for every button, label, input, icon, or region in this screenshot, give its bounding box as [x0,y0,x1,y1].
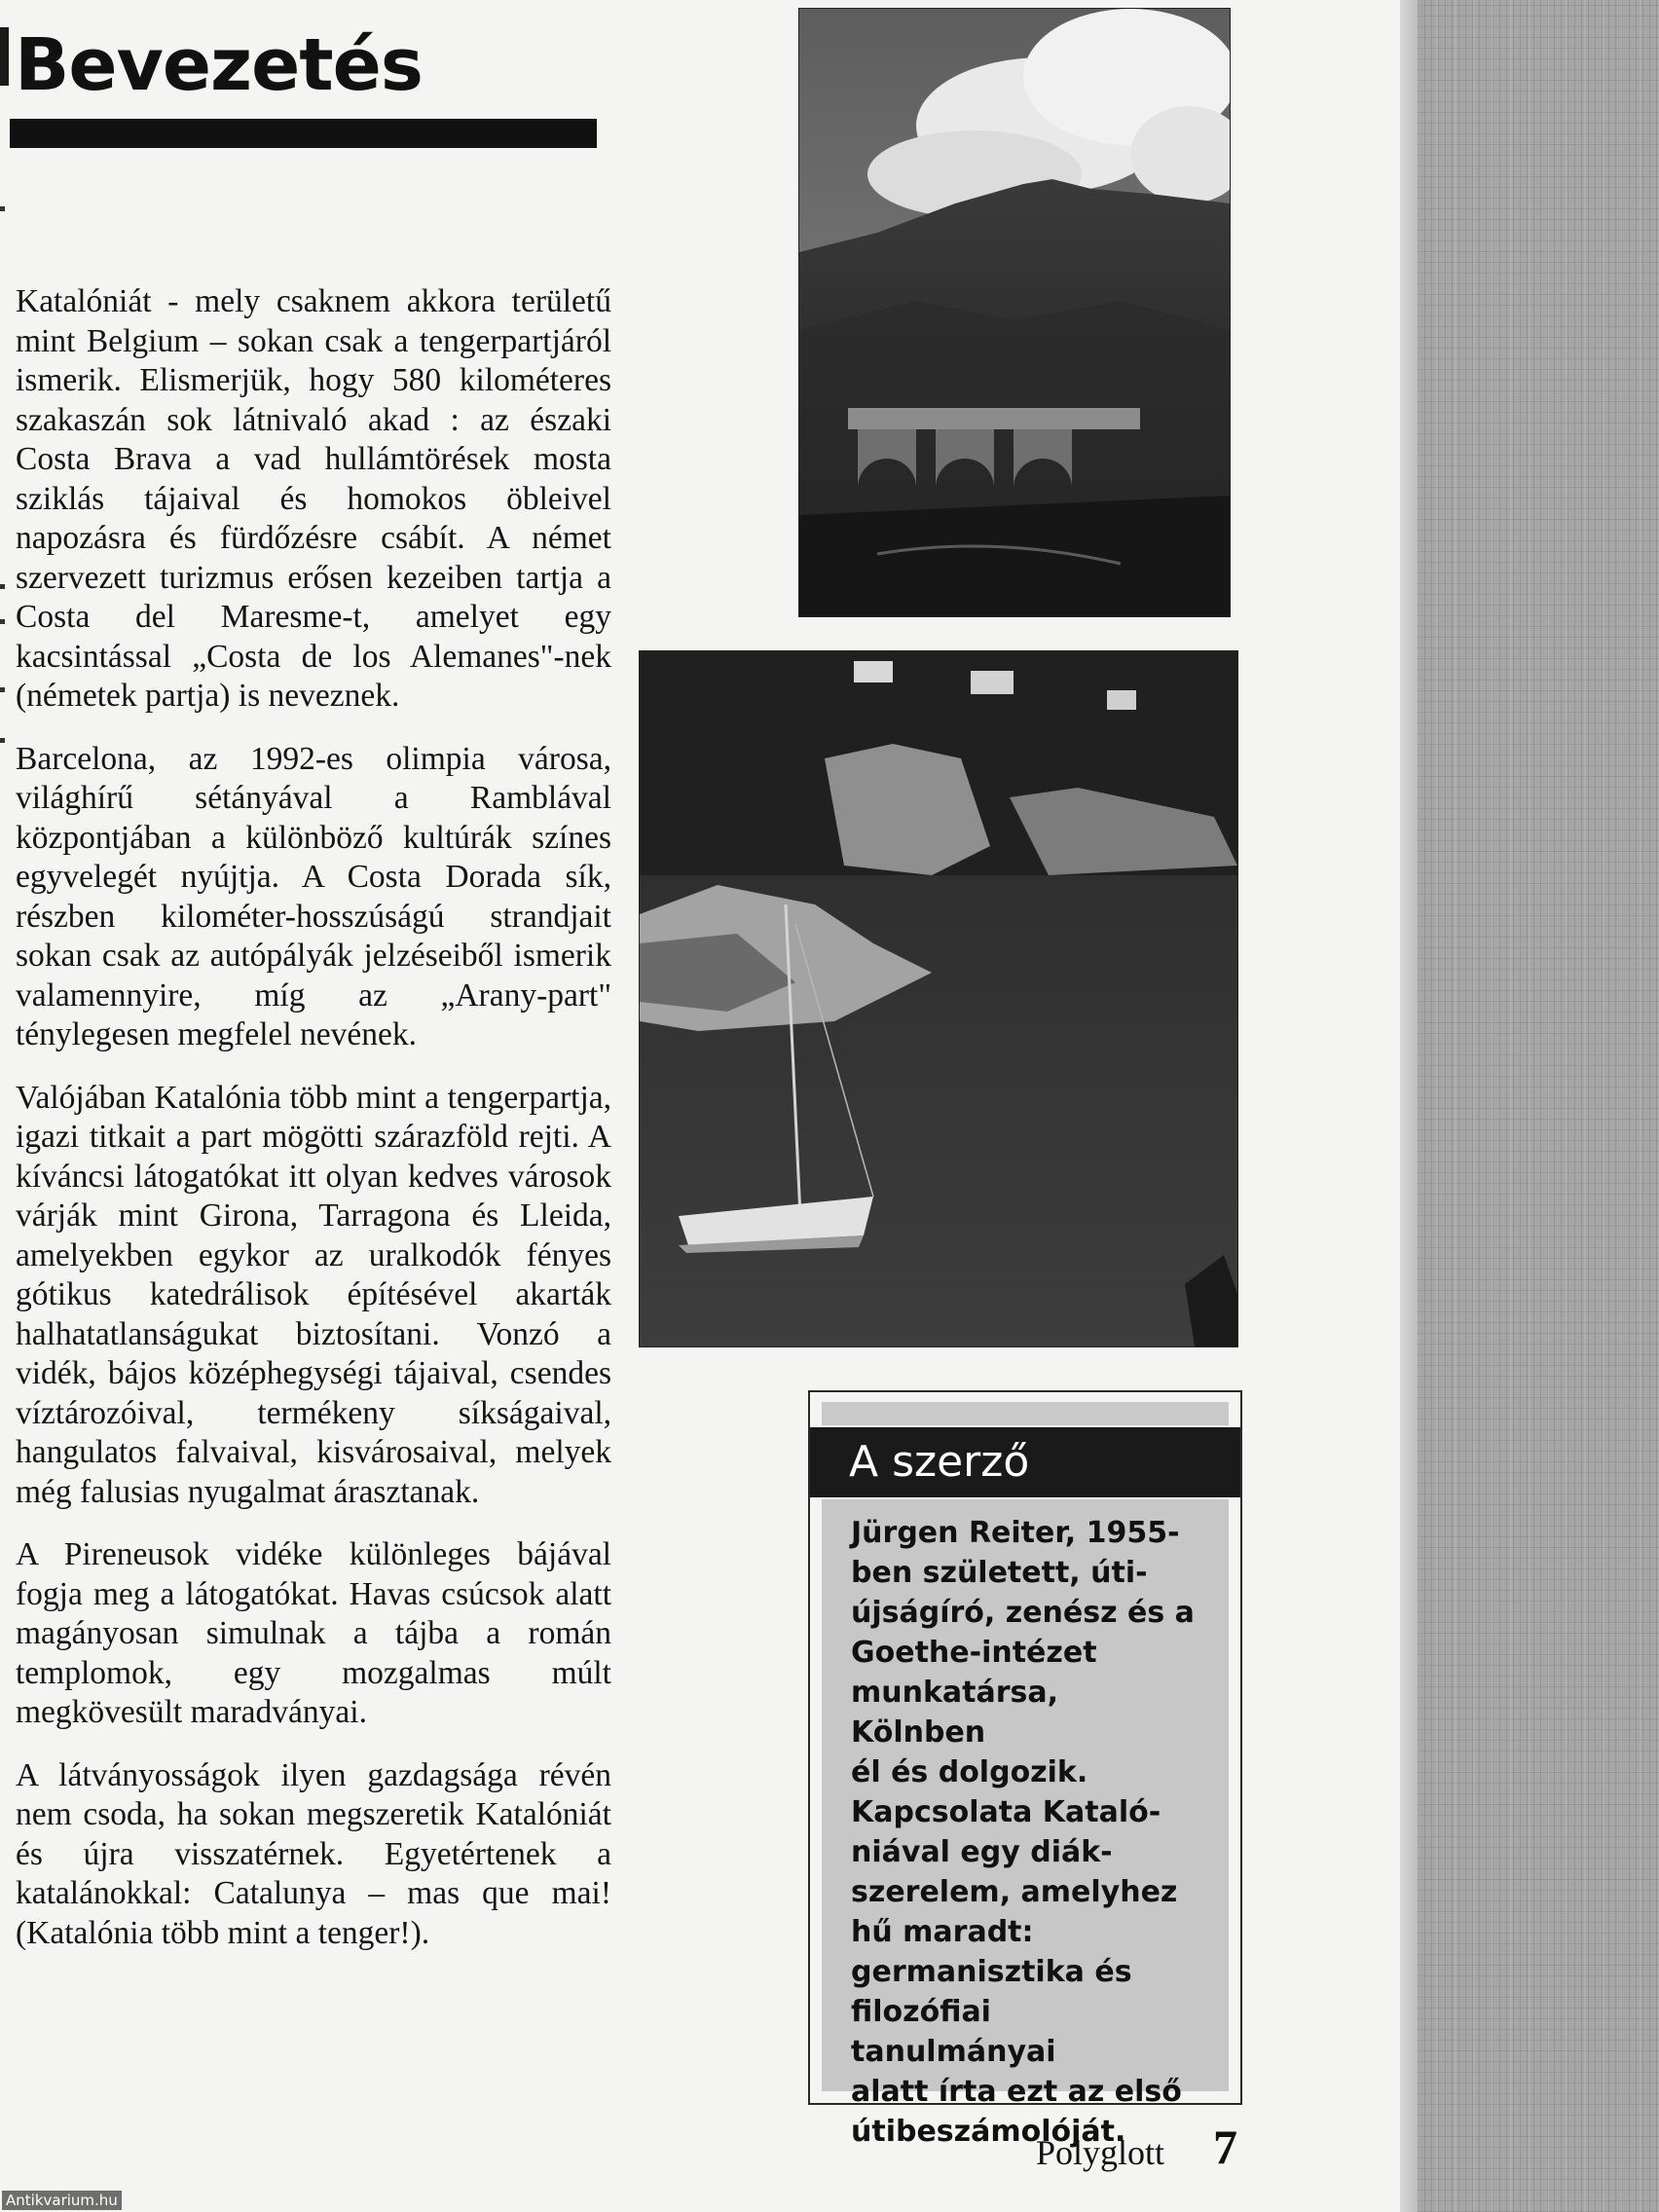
article-body [16,282,611,1976]
author-box-top-strip [822,1402,1229,1425]
margin-mark [0,206,5,211]
title-underline-bar [10,119,597,148]
article-paragraph: Valójában Katalónia több mint a tengerpartja, igazi titkait a part mögötti szárazföld rejti. A kíváncsi látogatókat itt olyan kedves városok várják mint Girona, Tarragona és Lleida, amelyekben egykor az uralkodók fényes gótikus katedrálisok építésével akarták halhatatlanságukat biztosítani. Vonzó a vidék, bájos középhegységi tájaival, csendes víztározóival, termékeny síkságaival, hangulatos falvaival, kisvárosaival, melyek még falusias nyugalmat árasztanak. [16,1079,611,1510]
margin-mark [0,619,5,624]
publisher-name: Polyglott [1036,2133,1165,2172]
author-box-heading: A szerző [810,1427,1240,1497]
site-watermark: Antikvarium.hu [2,2191,122,2210]
margin-mark [0,738,5,743]
margin-mark [0,687,5,692]
margin-mark [0,584,5,589]
page-title: Bevezetés [15,23,423,107]
page-edge-shadow [1400,0,1418,2212]
article-paragraph: A látványosságok ilyen gazdagsága révén nem csoda, ha sokan megszeretik Katalóniát és újra visszatérnek. Egyetértenek a katalánokkal: Catalunya – mas que mai! (Katalónia több mint a tenger!). [16,1756,611,1951]
article-paragraph: Barcelona, az 1992-es olimpia városa, világhírű sétányával a Ramblával központjában a különböző kultúrák színes egyvelegét nyújtja. A Costa Dorada sík, részben kilométer-hosszúságú strandjait sokan csak az autópályák jelzéseiből ismerik valamennyire, míg az „Arany-part" ténylegesen megfelel nevének. [16,740,611,1052]
author-info-box [808,1390,1242,2149]
author-bio-text: Jürgen Reiter, 1955- ben született, úti- újságíró, zenész és a Goethe-intézet munkatársa, Kölnben él és dolgozik. Kapcsolata Kataló- niával egy diák- szerelem, amelyhez hű maradt: germanisztika és filozófiai tanulmányai alatt írta ezt az első útibeszámolóját. [851,1516,1195,2149]
page-number: 7 [1213,2120,1237,2174]
chapter-tab-marker [0,27,9,86]
background-surface [1418,0,1659,2212]
article-paragraph: Katalóniát - mely csaknem akkora területű mint Belgium – sokan csak a tengerpartjáról ismerik. Elismerjük, hogy 580 kilométeres szakaszán sok látnivaló akad : az északi Costa Brava a vad hullámtörések mosta sziklás tájaival és homokos öbleivel napozásra és fürdőzésre csábít. A német szervezett turizmus erősen kezeiben tartja a Costa del Maresme-t, amelyet egy kacsintással „Costa de los Alemanes"-nek (németek partja) is neveznek. [16,283,611,714]
article-paragraph: A Pireneusok vidéke különleges bájával fogja meg a látogatókat. Havas csúcsok alatt magányosan simulnak a tájba a román templomok, egy mozgalmas múlt megkövesült maradványai. [16,1536,611,1730]
cove-sailboat-photo [639,650,1238,1347]
landscape-aqueduct-photo [798,8,1231,617]
